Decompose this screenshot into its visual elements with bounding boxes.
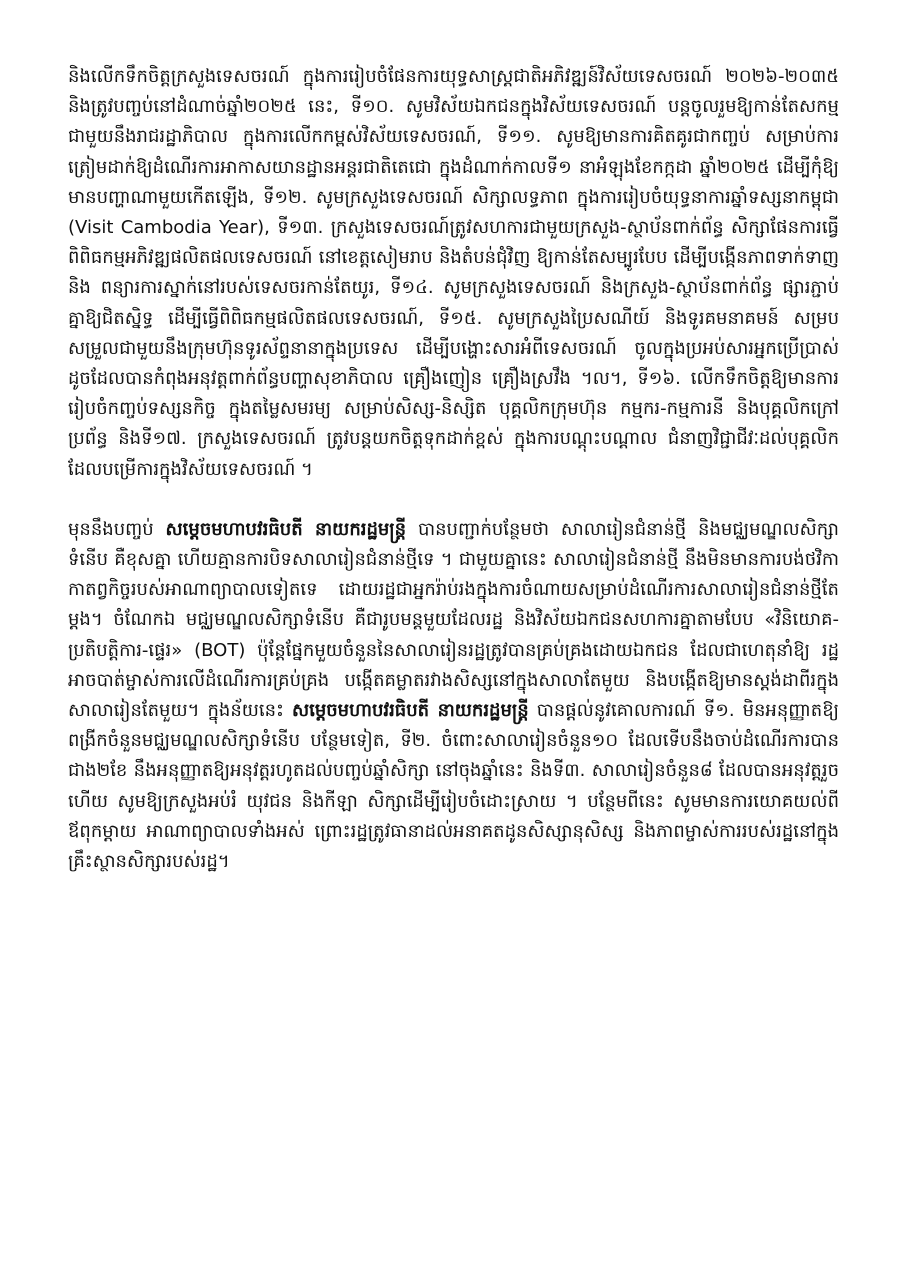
- paragraph-2-text-1: មុននឹងបញ្ចប់: [68, 518, 166, 540]
- paragraph-2-text-3: បានផ្តល់នូវគោលការណ៍ ទី១. មិនអនុញ្ញាតឱ្យពង្រីកចំនួនមជ្ឈមណ្ឌលសិក្សាទំនើប បន្ថែមទៀត, ទី២. ចំពោះសាលារៀនចំនួន១០ ដែលទើបនឹងចាប់ដំណើរការបានជាង២ខែ នឹងអនុញ្ញាតឱ្យអនុវត្តរហូតដល់បញ្ចប់ឆ្នាំសិក្សា នៅចុងឆ្នាំនេះ និងទី៣. សាលារៀនចំនួន៨ ដែលបានអនុវត្តរួចហើយ សូមឱ្យក្រសួងអប់រំ យុវជន និងកីឡា សិក្សាដើម្បីរៀបចំដោះស្រាយ ។ បន្ថែមពីនេះ សូមមានការយោគយល់ពីឪពុកម្តាយ អាណាព្យាបាលទាំងអស់ ព្រោះរដ្ឋត្រូវធានាដល់អនាគតដូនសិស្សានុសិស្ស និងភាពម្ចាស់ការរបស់រដ្ឋនៅក្នុងគ្រឹះស្ថានសិក្សារបស់រដ្ឋ។: [68, 700, 839, 873]
- body-paragraph-2: [68, 515, 839, 877]
- body-paragraph-1: និងលើកទឹកចិត្តក្រសួងទេសចរណ៍ ក្នុងការរៀបចំផែនការយុទ្ធសាស្ត្រជាតិអភិវឌ្ឍន៍វិស័យទេសចរណ៍ ២០២៦-២០៣៥ និងត្រូវបញ្ចប់នៅដំណាច់ឆ្នាំ២០២៥ នេះ, ទី១០. សូមវិស័យឯកជនក្នុងវិស័យទេសចរណ៍ បន្តចូលរួមឱ្យកាន់តែសកម្មជាមួយនឹងរាជរដ្ឋាភិបាល ក្នុងការលើកកម្ពស់វិស័យទេសចរណ៍, ទី១១. សូមឱ្យមានការគិតគូរជាកញ្ចប់ សម្រាប់ការត្រៀមដាក់ឱ្យដំណើរការអាកាសយានដ្ឋានអន្តរជាតិតេជោ ក្នុងដំណាក់កាលទី១ នាអំឡុងខែកក្កដា ឆ្នាំ២០២៥ ដើម្បីកុំឱ្យមានបញ្ហាណាមួយកើតឡើង, ទី១២. សូមក្រសួងទេសចរណ៍ សិក្សាលទ្ធភាព ក្នុងការរៀបចំយុទ្ធនាការឆ្នាំទស្សនាកម្ពុជា (Visit Cambodia Year), ទី១៣. ក្រសួងទេសចរណ៍ត្រូវសហការជាមួយក្រសួង-ស្ថាប័នពាក់ព័ន្ធ សិក្សាផែនការធ្វើពិពិធកម្មអភិវឌ្ឍផលិតផលទេសចរណ៍ នៅខេត្តសៀមរាប និងតំបន់ជុំវិញ ឱ្យកាន់តែសម្បូរបែប ដើម្បីបង្កើនភាពទាក់ទាញ និង ពន្យារការស្នាក់នៅរបស់ទេសចរកាន់តែយូរ, ទី១៤. សូមក្រសួងទេសចរណ៍ និងក្រសួង-ស្ថាប័នពាក់ព័ន្ធ ផ្សារភ្ជាប់គ្នាឱ្យជិតស្និទ្ធ ដើម្បីធ្វើពិពិធកម្មផលិតផលទេសចរណ៍, ទី១៥. សូមក្រសួងប្រៃសណីយ៍ និងទូរគមនាគមន៍ សម្របសម្រួលជាមួយនឹងក្រុមហ៊ុនទូរស័ព្ទនានាក្នុងប្រទេស ដើម្បីបង្ហោះសារអំពីទេសចរណ៍ ចូលក្នុងប្រអប់សារអ្នកប្រើប្រាស់ ដូចដែលបានកំពុងអនុវត្តពាក់ព័ន្ធបញ្ហាសុខាភិបាល គ្រឿងញៀន គ្រឿងស្រវឹង ។ល។, ទី១៦. លើកទឹកចិត្តឱ្យមានការរៀបចំកញ្ចប់ទស្សនកិច្ច ក្នុងតម្លៃសមរម្យ សម្រាប់សិស្ស-និស្សិត បុគ្គលិកក្រុមហ៊ុន កម្មករ-កម្មការនី និងបុគ្គលិកក្រៅប្រព័ន្ធ និងទី១៧. ក្រសួងទេសចរណ៍ ត្រូវបន្តយកចិត្តទុកដាក់ខ្ពស់ ក្នុងការបណ្តុះបណ្តាល ជំនាញវិជ្ជាជីវៈដល់បុគ្គលិក ដែលបម្រើការក្នុងវិស័យទេសចរណ៍ ។: [68, 66, 839, 480]
- paragraph-2-text-2: បានបញ្ជាក់បន្ថែមថា សាលារៀនជំនាន់ថ្មី និងមជ្ឈមណ្ឌលសិក្សាទំនើប គឺខុសគ្នា ហើយគ្មានការបិទសាលារៀនជំនាន់ថ្មីទេ ។ ជាមួយគ្នានេះ សាលារៀនជំនាន់ថ្មី នឹងមិនមានការបង់ថវិកាកាតព្វកិច្ចរបស់អាណាព្យាបាលទៀតទេ ដោយរដ្ឋជាអ្នករ៉ាប់រងក្នុងការចំណាយសម្រាប់ដំណើរការសាលារៀនជំនាន់ថ្មីតែម្តង។ ចំណែកឯ មជ្ឈមណ្ឌលសិក្សាទំនើប គឺជារូបមន្តមួយដែលរដ្ឋ និងវិស័យឯកជនសហការគ្នាតាមបែប «វិនិយោគ-ប្រតិបត្តិការ-ផ្ទេរ» (BOT) ប៉ុន្តែផ្នែកមួយចំនួននៃសាលារៀនរដ្ឋត្រូវបានគ្រប់គ្រងដោយឯកជន ដែលជាហេតុនាំឱ្យ រដ្ឋអាចបាត់ម្ចាស់ការលើដំណើរការគ្រប់គ្រង បង្កើតគម្លាតរវាងសិស្សនៅក្នុងសាលាតែមួយ និងបង្កើតឱ្យមានស្តង់ដាពីរក្នុងសាលារៀនតែមួយ។ ក្នុងន័យនេះ: [68, 518, 839, 722]
- prime-minister-title-1: សម្តេចមហាបវរធិបតី នាយករដ្ឋមន្ត្រី: [165, 518, 407, 540]
- prime-minister-title-2: សម្តេចមហាបវរធិបតី នាយករដ្ឋមន្ត្រី: [291, 700, 529, 722]
